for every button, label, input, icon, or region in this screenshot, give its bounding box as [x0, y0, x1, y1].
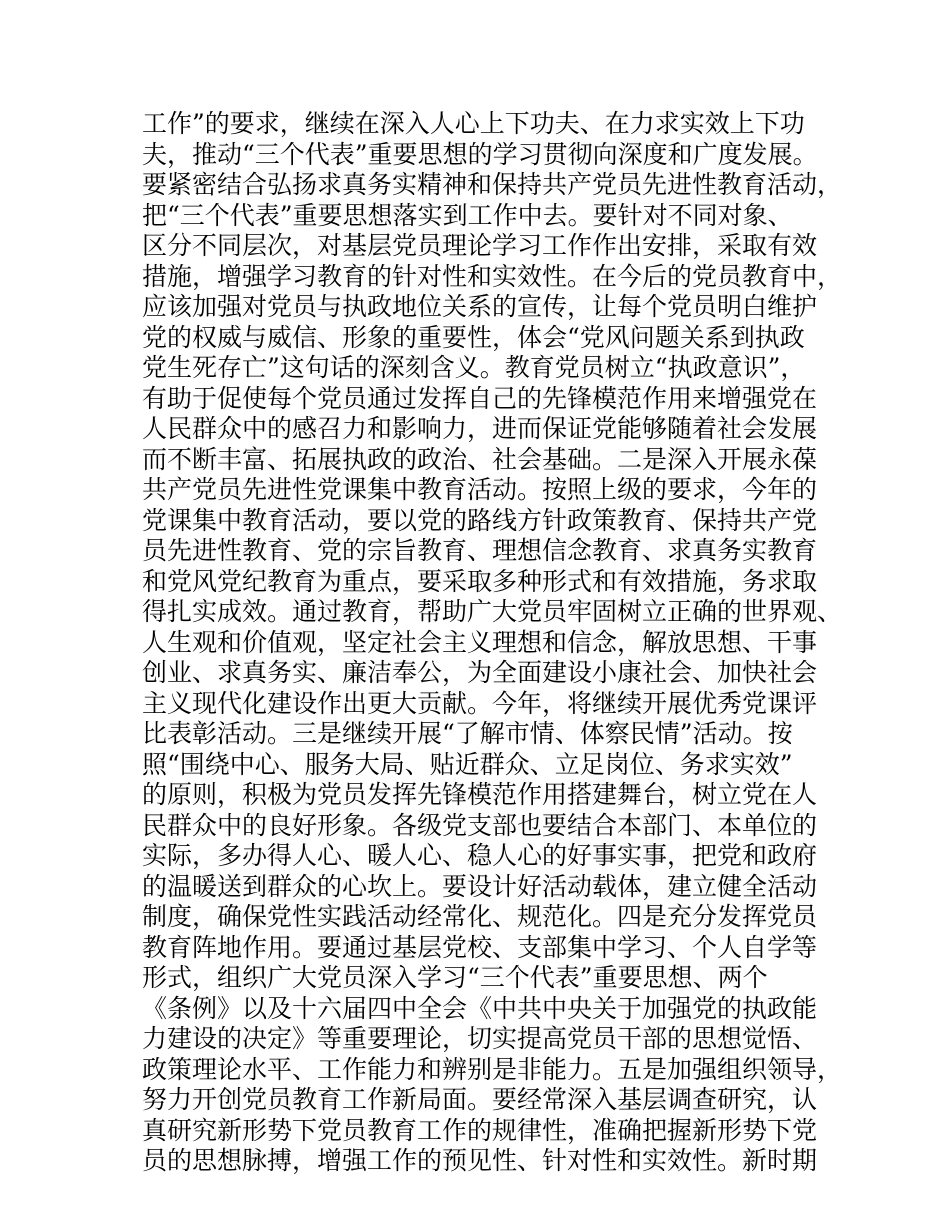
- text-line: 的原则，积极为党员发挥先锋模范作用搭建舞台，树立党在人: [142, 780, 818, 809]
- text-line: 党生死存亡”这句话的深刻含义。教育党员树立“执政意识”，: [142, 353, 806, 382]
- text-line: 员先进性教育、党的宗旨教育、理想信念教育、求真务实教育: [142, 536, 818, 565]
- text-line: 区分不同层次，对基层党员理论学习工作作出安排，采取有效: [142, 231, 818, 260]
- text-line: 和党风党纪教育为重点，要采取多种形式和有效措施，务求取: [142, 566, 818, 596]
- text-line: 《条例》以及十六届四中全会《中共中央关于加强党的执政能: [142, 993, 818, 1023]
- text-line: 政策理论水平、工作能力和辨别是非能力。五是加强组织领导，: [142, 1054, 843, 1084]
- text-line: 的温暖送到群众的心坎上。要设计好活动载体，建立健全活动: [142, 871, 818, 901]
- text-line: 主义现代化建设作出更大贡献。今年，将继续开展优秀党课评: [142, 688, 818, 718]
- text-line: 措施，增强学习教育的针对性和实效性。在今后的党员教育中，: [142, 261, 843, 291]
- text-line: 教育阵地作用。要通过基层党校、支部集中学习、个人自学等: [142, 932, 818, 962]
- text-line: 应该加强对党员与执政地位关系的宣传，让每个党员明白维护: [142, 292, 818, 321]
- text-line: 党的权威与威信、形象的重要性，体会“党风问题关系到执政: [142, 322, 805, 352]
- text-line: 力建设的决定》等重要理论，切实提高党员干部的思想觉悟、: [142, 1024, 818, 1053]
- body-text: [142, 109, 842, 1177]
- text-line: 人民群众中的感召力和影响力，进而保证党能够随着社会发展: [142, 414, 818, 443]
- text-line: 比表彰活动。三是继续开展“了解市情、体察民情”活动。按: [142, 719, 793, 748]
- text-line: 员的思想脉搏，增强工作的预见性、针对性和实效性。新时期: [142, 1146, 818, 1175]
- text-line: 夫，推动“三个代表”重要思想的学习贯彻向深度和广度发展。: [142, 139, 818, 169]
- text-line: 努力开创党员教育工作新局面。要经常深入基层调查研究，认: [142, 1085, 818, 1114]
- text-line: 实际，多办得人心、暖人心、稳人心的好事实事，把党和政府: [142, 841, 818, 870]
- text-line: 要紧密结合弘扬求真务实精神和保持共产党员先进性教育活动，: [142, 170, 843, 199]
- text-line: 人生观和价值观，坚定社会主义理想和信念，解放思想、干事: [142, 627, 818, 657]
- text-line: 有助于促使每个党员通过发挥自己的先锋模范作用来增强党在: [142, 383, 818, 413]
- text-line: 创业、求真务实、廉洁奉公，为全面建设小康社会、加快社会: [142, 658, 818, 687]
- text-line: 得扎实成效。通过教育，帮助广大党员牢固树立正确的世界观、: [142, 597, 843, 626]
- text-line: 形式，组织广大党员深入学习“三个代表”重要思想、两个: [142, 963, 768, 992]
- text-line: 共产党员先进性党课集中教育活动。按照上级的要求，今年的: [142, 475, 818, 504]
- text-line: 党课集中教育活动，要以党的路线方针政策教育、保持共产党: [142, 505, 818, 535]
- text-line: 民群众中的良好形象。各级党支部也要结合本部门、本单位的: [142, 810, 818, 840]
- text-line: 而不断丰富、拓展执政的政治、社会基础。二是深入开展永葆: [142, 444, 818, 474]
- text-line: 把“三个代表”重要思想落实到工作中去。要针对不同对象、: [142, 200, 793, 230]
- text-line: 工作”的要求，继续在深入人心上下功夫、在力求实效上下功: [142, 109, 805, 138]
- text-line: 照“围绕中心、服务大局、贴近群众、立足岗位、务求实效”: [142, 749, 793, 779]
- text-line: 制度，确保党性实践活动经常化、规范化。四是充分发挥党员: [142, 902, 818, 931]
- text-line: 真研究新形势下党员教育工作的规律性，准确把握新形势下党: [142, 1115, 818, 1145]
